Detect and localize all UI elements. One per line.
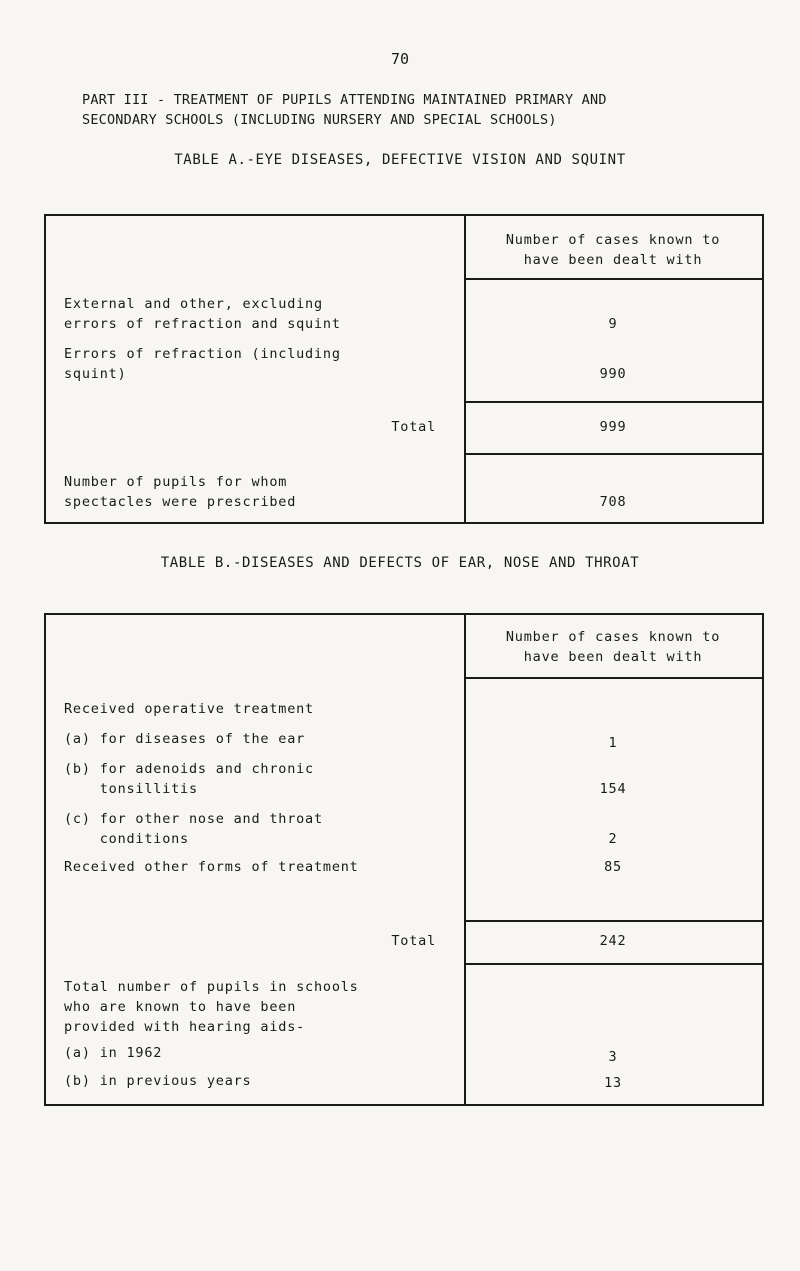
table-b-row-other-value: 85 (604, 859, 622, 875)
table-a-total-rule-top (464, 401, 762, 403)
table-a-total-value: 999 (599, 419, 627, 435)
label-line: Errors of refraction (including (64, 346, 341, 362)
label-line: External and other, excluding (64, 296, 323, 312)
label-line: spectacles were prescribed (64, 494, 297, 510)
label-line: who are known to have been (64, 999, 297, 1015)
table-b-hearing-1962-label: (a) in 1962 (64, 1045, 163, 1061)
table-b-header-line-1: Number of cases known to (505, 629, 721, 645)
label-line: errors of refraction and squint (64, 316, 341, 332)
label-line: Number of pupils for whom (64, 474, 288, 490)
label-line: (b) for adenoids and chronic (64, 761, 314, 777)
table-a-row-external-value: 9 (608, 316, 618, 332)
table-b-hearing-previous-label: (b) in previous years (64, 1073, 252, 1089)
table-a-header-rule (464, 278, 762, 280)
table-b-operative-heading: Received operative treatment (64, 701, 314, 717)
page-number: 70 (390, 50, 410, 68)
table-b-row-nose-throat-label (64, 809, 323, 849)
table-b (44, 613, 764, 1106)
table-a-header (464, 230, 762, 270)
part-heading (82, 90, 742, 130)
table-b-header-line-2: have been dealt with (523, 649, 703, 665)
label-line: (c) for other nose and throat (64, 811, 323, 827)
table-b-row-ear-value: 1 (608, 735, 618, 751)
table-a-row-refraction-value: 990 (599, 366, 627, 382)
table-a-title: TABLE A.-EYE DISEASES, DEFECTIVE VISION AND SQUINT (174, 152, 626, 168)
table-b-row-ear-label: (a) for diseases of the ear (64, 731, 306, 747)
label-line: squint) (64, 366, 127, 382)
label-line: conditions (64, 831, 189, 847)
table-b-row-other-label: Received other forms of treatment (64, 859, 359, 875)
table-b-row-nose-throat-value: 2 (608, 831, 618, 847)
table-a-spectacles-value: 708 (599, 494, 627, 510)
table-b-total-label: Total (391, 933, 436, 949)
table-b-hearing-previous-value: 13 (604, 1075, 622, 1091)
table-b-row-adenoids-value: 154 (599, 781, 627, 797)
table-b-total-value: 242 (599, 933, 627, 949)
table-b-header-rule (464, 677, 762, 679)
part-heading-line-1: PART III - TREATMENT OF PUPILS ATTENDING MAINTAINED PRIMARY AND (82, 92, 607, 108)
table-a-row-refraction-label (64, 344, 341, 384)
table-a-spectacles-label (64, 472, 296, 512)
table-b-header (464, 627, 762, 667)
table-b-row-adenoids-label (64, 759, 314, 799)
table-a-row-external-label (64, 294, 341, 334)
table-b-total-rule-top (464, 920, 762, 922)
table-b-hearing-label (64, 977, 359, 1037)
table-a-header-line-1: Number of cases known to (505, 232, 721, 248)
table-a-total-rule-bottom (464, 453, 762, 455)
label-line: provided with hearing aids- (64, 1019, 306, 1035)
table-a (44, 214, 764, 524)
table-b-title: TABLE B.-DISEASES AND DEFECTS OF EAR, NOSE AND THROAT (160, 555, 640, 571)
part-heading-line-2: SECONDARY SCHOOLS (INCLUDING NURSERY AND SPECIAL SCHOOLS) (82, 112, 557, 128)
table-b-total-rule-bottom (464, 963, 762, 965)
table-a-total-label: Total (391, 419, 436, 435)
table-a-header-line-2: have been dealt with (523, 252, 703, 268)
label-line: Total number of pupils in schools (64, 979, 359, 995)
label-line: tonsillitis (64, 781, 198, 797)
table-b-hearing-1962-value: 3 (608, 1049, 618, 1065)
